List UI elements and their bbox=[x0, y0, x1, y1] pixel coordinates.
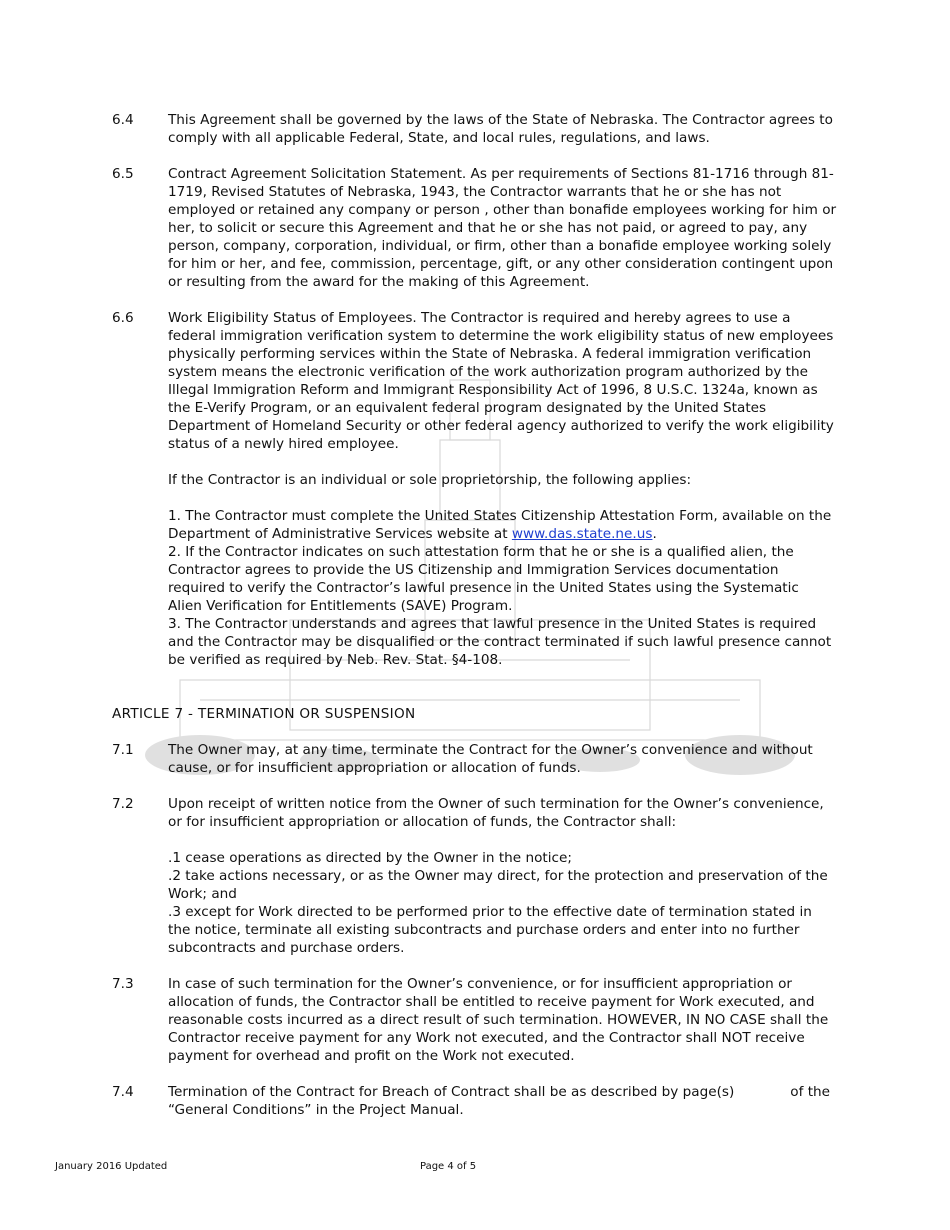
section-text: The Owner may, at any time, terminate the Contract for the Owner’s convenience and without cause, or for insufficient appropriation or allocation of funds. bbox=[168, 742, 813, 776]
footer-page-number: Page 4 of 5 bbox=[420, 1161, 477, 1172]
list-item: .1 cease operations as directed by the Owner in the notice; bbox=[168, 850, 572, 866]
section-7-2 bbox=[112, 795, 837, 957]
section-text: Upon receipt of written notice from the Owner of such termination for the Owner’s convenience, or for insufficient appropriation or allocation of funds, the Contractor shall: bbox=[168, 796, 824, 830]
section-number: 6.5 bbox=[112, 166, 134, 182]
section-6-5 bbox=[112, 165, 837, 291]
section-7-4 bbox=[112, 1083, 837, 1119]
section-text: This Agreement shall be governed by the laws of the State of Nebraska. The Contractor agrees to comply with all applicable Federal, State, and local rules, regulations, and laws. bbox=[168, 112, 833, 146]
section-text: Work Eligibility Status of Employees. The Contractor is required and hereby agrees to use a federal immigration verification system to determine the work eligibility status of new employees physically performing services within the State of Nebraska. A federal immigration verification system means the electronic verification of the work authorization program authorized by the Illegal Immigration Reform and Immigrant Responsibility Act of 1996, 8 U.S.C. 1324a, known as the E-Verify Program, or an equivalent federal program designated by the United States Department of Homeland Security or other federal agency authorized to verify the work eligibility status of a newly hired employee. bbox=[168, 310, 834, 452]
das-website-link[interactable]: www.das.state.ne.us bbox=[511, 526, 653, 542]
section-7-1 bbox=[112, 741, 837, 777]
section-number: 7.3 bbox=[112, 976, 134, 992]
section-text: Contract Agreement Solicitation Statement. As per requirements of Sections 81-1716 through 81-1719, Revised Statutes of Nebraska, 1943, the Contractor warrants that he or she has not employed or retained any company or person , other than bonafide employees working for him or her, to solicit or secure this Agreement and that he or she has not paid, or agreed to pay, any person, company, corporation, individual, or firm, other than a bonafide employee working solely for him or her, and fee, commission, percentage, gift, or any other consideration contingent upon or resulting from the award for the making of this Agreement. bbox=[168, 166, 837, 290]
list-item: 2. If the Contractor indicates on such attestation form that he or she is a qualified alien, the Contractor agrees to provide the US Citizenship and Immigration Services documentation required to verify the Contractor’s lawful presence in the United States using the Systematic Alien Verification for Entitlements (SAVE) Program. bbox=[168, 544, 799, 614]
document-body bbox=[112, 111, 837, 1119]
section-number: 6.6 bbox=[112, 310, 134, 326]
section-6-6 bbox=[112, 309, 837, 669]
article-7-heading: ARTICLE 7 - TERMINATION OR SUSPENSION bbox=[112, 706, 416, 722]
section-number: 7.2 bbox=[112, 796, 134, 812]
list-item: 3. The Contractor understands and agrees that lawful presence in the United States is required and the Contractor may be disqualified or the contract terminated if such lawful presence cannot be verified as required by Neb. Rev. Stat. §4-108. bbox=[168, 616, 832, 668]
section-7-3 bbox=[112, 975, 837, 1065]
sole-proprietor-intro: If the Contractor is an individual or sole proprietorship, the following applies: bbox=[168, 472, 692, 488]
list-item: .2 take actions necessary, or as the Owner may direct, for the protection and preservation of the Work; and bbox=[168, 868, 828, 902]
list-item: .3 except for Work directed to be performed prior to the effective date of termination stated in the notice, terminate all existing subcontracts and purchase orders and enter into no further subcontracts and purchase orders. bbox=[168, 904, 812, 956]
footer-date: January 2016 Updated bbox=[55, 1161, 168, 1172]
section-text: Termination of the Contract for Breach of Contract shall be as described by page(s) of the “General Conditions” in the Project Manual. bbox=[168, 1084, 831, 1118]
section-number: 7.4 bbox=[112, 1084, 134, 1100]
section-text: In case of such termination for the Owner’s convenience, or for insufficient appropriation or allocation of funds, the Contractor shall be entitled to receive payment for Work executed, and reasonable costs incurred as a direct result of such termination. HOWEVER, IN NO CASE shall the Contractor receive payment for any Work not executed, and the Contractor shall NOT receive payment for overhead and profit on the Work not executed. bbox=[168, 976, 829, 1064]
section-number: 7.1 bbox=[112, 742, 134, 758]
section-6-4 bbox=[112, 111, 837, 147]
list-item: 1. The Contractor must complete the United States Citizenship Attestation Form, available on the Department of Administrative Services website at www.das.state.ne.us. bbox=[168, 508, 832, 542]
section-number: 6.4 bbox=[112, 112, 134, 128]
